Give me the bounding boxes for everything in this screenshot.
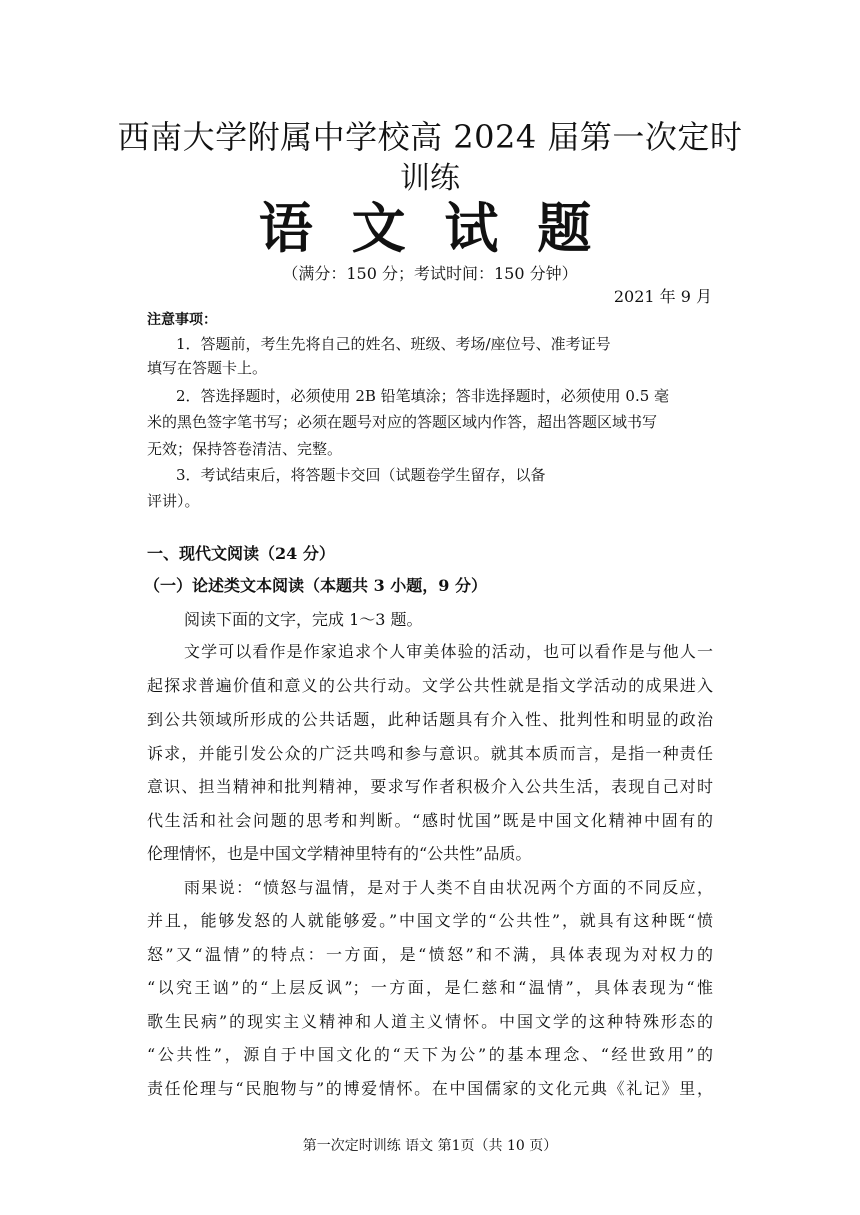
passage-line: 并且，能够发怒的人就能够爱。”中国文学的“公共性”，就具有这种既“愤 xyxy=(147,911,713,930)
notice-line: 评讲）。 xyxy=(147,492,200,510)
passage-line: 到公共领域所形成的公共话题，此种话题具有介入性、批判性和明显的政治 xyxy=(147,710,713,729)
passage-line: 怒”又“温情”的特点：一方面，是“愤怒”和不满，具体表现为对权力的 xyxy=(147,945,713,964)
passage-line: “以究王讻”的“上层反讽”；一方面，是仁慈和“温情”，具体表现为“惟 xyxy=(147,978,713,997)
passage-line: 文学可以看作是作家追求个人审美体验的活动，也可以看作是与他人一 xyxy=(184,642,713,661)
subsection-heading: （一）论述类文本阅读（本题共 3 小题，9 分） xyxy=(144,576,487,595)
exam-title-line2: 训练 xyxy=(400,161,460,196)
exam-subtitle: （满分：150 分；考试时间：150 分钟） xyxy=(282,264,578,283)
exam-title-line1: 西南大学附属中学校高 2024 届第一次定时 xyxy=(117,118,743,156)
exam-date: 2021 年 9 月 xyxy=(613,287,712,306)
passage-line: 伦理情怀，也是中国文学精神里特有的“公共性”品质。 xyxy=(147,844,532,863)
reading-instruction: 阅读下面的文字，完成 1～3 题。 xyxy=(184,610,423,629)
passage-line: “公共性”，源自于中国文化的“天下为公”的基本理念、“经世致用”的 xyxy=(147,1045,713,1064)
passage-line: 代生活和社会问题的思考和判断。“感时忧国”既是中国文化精神中固有的 xyxy=(147,811,713,830)
notice-line: 2．答选择题时，必须使用 2B 铅笔填涂；答非选择题时，必须使用 0.5 毫 xyxy=(176,387,670,405)
passage-line: 歌生民病”的现实主义精神和人道主义情怀。中国文学的这种特殊形态的 xyxy=(147,1012,713,1031)
notice-line: 米的黑色签字笔书写；必须在题号对应的答题区域内作答，超出答题区域书写 xyxy=(147,413,658,431)
section-heading: 一、现代文阅读（24 分） xyxy=(147,544,335,563)
passage-line: 责任伦理与“民胞物与”的博爱情怀。在中国儒家的文化元典《礼记》里， xyxy=(147,1079,713,1098)
passage-line: 诉求，并能引发公众的广泛共鸣和参与意识。就其本质而言，是指一种责任 xyxy=(147,744,713,763)
passage-line: 起探求普遍价值和意义的公共行动。文学公共性就是指文学活动的成果进入 xyxy=(147,676,713,695)
notice-line: 3．考试结束后，将答题卡交回（试题卷学生留存，以备 xyxy=(176,466,546,484)
notice-line: 填写在答题卡上。 xyxy=(147,359,268,377)
passage-line: 雨果说：“愤怒与温情，是对于人类不自由状况两个方面的不同反应， xyxy=(184,878,713,897)
notice-line: 无效；保持答卷清洁、完整。 xyxy=(147,440,343,458)
notice-line: 1．答题前，考生先将自己的姓名、班级、考场/座位号、准考证号 xyxy=(176,335,611,353)
passage-line: 意识、担当精神和批判精神，要求写作者积极介入公共生活，表现自己对时 xyxy=(147,777,713,796)
notice-heading: 注意事项： xyxy=(147,312,217,328)
page-footer: 第一次定时训练 语文 第1页（共 10 页） xyxy=(302,1138,558,1154)
subject-title: 语 文 试 题 xyxy=(258,196,602,260)
